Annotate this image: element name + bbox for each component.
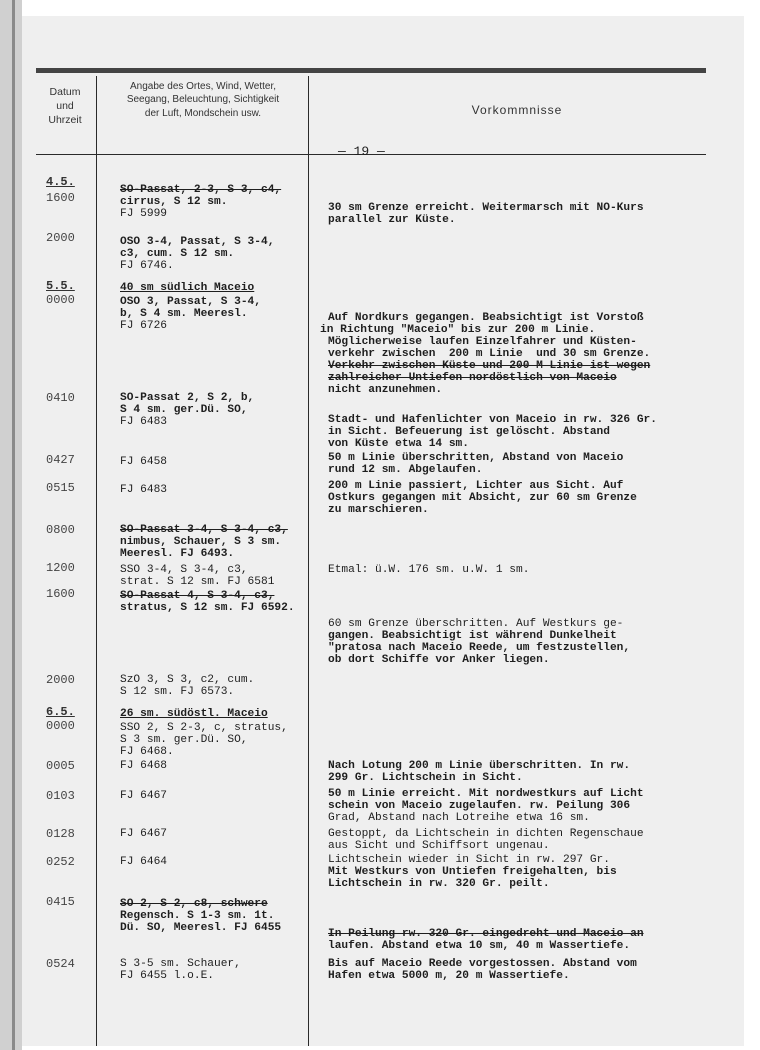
weather-line: OSO 3, Passat, S 3-4, [120, 296, 261, 308]
event-line: parallel zur Küste. [328, 214, 456, 226]
event-line: nicht anzunehmen. [328, 384, 443, 396]
weather-line: SzO 3, S 3, c2, cum. [120, 674, 255, 686]
entry-date: 5.5. [46, 279, 75, 293]
event-line: 50 m Linie überschritten, Abstand von Maceio [328, 452, 624, 464]
column-divider-1 [96, 76, 97, 1046]
entry-time: 0415 [46, 895, 75, 909]
entry-time: 1200 [46, 561, 75, 575]
weather-line: S 12 sm. FJ 6573. [120, 686, 235, 698]
weather-line: FJ 6458 [120, 456, 167, 468]
weather-line: FJ 6483 [120, 484, 167, 496]
entry-time: 0524 [46, 957, 75, 971]
weather-line: S 3-5 sm. Schauer, [120, 958, 241, 970]
weather-line: SSO 3-4, S 3-4, c3, [120, 564, 248, 576]
entry-date: 6.5. [46, 705, 75, 719]
event-line: Auf Nordkurs gegangen. Beabsichtigt ist Vorstoß [328, 312, 644, 324]
event-line: Verkehr zwischen Küste und 200 M Linie ist wegen [328, 360, 651, 372]
weather-line: SO 2, S 2, c8, schwere [120, 898, 268, 910]
weather-line: FJ 6467 [120, 790, 167, 802]
event-line: Möglicherweise laufen Einzelfahrer und Küsten- [328, 336, 637, 348]
weather-line: SO-Passat 2, S 2, b, [120, 392, 255, 404]
event-line: Stadt- und Hafenlichter von Maceio in rw. 326 Gr. [328, 414, 657, 426]
weather-line: FJ 6467 [120, 828, 167, 840]
header-top-rule [36, 68, 706, 73]
binding-line [12, 0, 15, 1050]
entry-time: 0128 [46, 827, 75, 841]
entry-time: 0005 [46, 759, 75, 773]
event-line: 60 sm Grenze überschritten. Auf Westkurs ge- [328, 618, 624, 630]
weather-line: FJ 6483 [120, 416, 167, 428]
weather-line: nimbus, Schauer, S 3 sm. [120, 536, 282, 548]
entry-time: 0000 [46, 719, 75, 733]
weather-line: FJ 6746. [120, 260, 174, 272]
event-line: In Peilung rw. 320 Gr. eingedreht und Maceio an [328, 928, 644, 940]
event-line: Ostkurs gegangen mit Absicht, zur 60 sm Grenze [328, 492, 637, 504]
event-line: laufen. Abstand etwa 10 sm, 40 m Wassertiefe. [328, 940, 631, 952]
weather-line: SSO 2, S 2-3, c, stratus, [120, 722, 288, 734]
event-line: Etmal: ü.W. 176 sm. u.W. 1 sm. [328, 564, 530, 576]
weather-line: c3, cum. S 12 sm. [120, 248, 235, 260]
weather-line: stratus, S 12 sm. FJ 6592. [120, 602, 295, 614]
page-binding-edge [0, 0, 22, 1050]
entry-time: 1600 [46, 587, 75, 601]
event-line: Bis auf Maceio Reede vorgestossen. Abstand vom [328, 958, 637, 970]
event-line: 299 Gr. Lichtschein in Sicht. [328, 772, 523, 784]
weather-line: cirrus, S 12 sm. [120, 196, 228, 208]
column-divider-2 [308, 76, 309, 1046]
weather-line: OSO 3-4, Passat, S 3-4, [120, 236, 275, 248]
event-line: verkehr zwischen 200 m Linie und 30 sm Grenze. [328, 348, 651, 360]
weather-line: FJ 6464 [120, 856, 167, 868]
event-line: 30 sm Grenze erreicht. Weitermarsch mit NO-Kurs [328, 202, 644, 214]
event-line: ob dort Schiffe vor Anker liegen. [328, 654, 550, 666]
location-line: 40 sm südlich Maceio [120, 282, 255, 294]
event-line: von Küste etwa 14 sm. [328, 438, 469, 450]
event-line: "pratosa nach Maceio Reede, um festzustellen, [328, 642, 631, 654]
event-line: in Sicht. Befeuerung ist gelöscht. Abstand [328, 426, 610, 438]
logbook-page [22, 16, 744, 1046]
weather-line: SO-Passat 4, S 3-4, c3, [120, 590, 275, 602]
weather-line: SO-Passat 3-4, S 3-4, c3, [120, 524, 288, 536]
event-line: rund 12 sm. Abgelaufen. [328, 464, 483, 476]
event-line: aus Sicht und Schiffsort ungenau. [328, 840, 550, 852]
weather-line: Dü. SO, Meeresl. FJ 6455 [120, 922, 282, 934]
event-line: zu marschieren. [328, 504, 429, 516]
event-line: Mit Westkurs von Untiefen freigehalten, bis [328, 866, 617, 878]
event-line: gangen. Beabsichtigt ist während Dunkelheit [328, 630, 617, 642]
weather-line: FJ 6468. [120, 746, 174, 758]
weather-line: SO-Passat, 2-3, S 3, c4, [120, 184, 282, 196]
weather-line: S 3 sm. ger.Dü. SO, [120, 734, 248, 746]
weather-line: FJ 6726 [120, 320, 167, 332]
location-line: 26 sm. südöstl. Maceio [120, 708, 268, 720]
weather-line: strat. S 12 sm. FJ 6581 [120, 576, 275, 588]
event-line: Gestoppt, da Lichtschein in dichten Regenschaue [328, 828, 644, 840]
entry-time: 1600 [46, 191, 75, 205]
event-line: zahlreicher Untiefen nordöstlich von Maceio [328, 372, 617, 384]
event-line: schein von Maceio zugelaufen. rw. Peilung 306 [328, 800, 631, 812]
event-line: Grad, Abstand nach Lotreihe etwa 16 sm. [328, 812, 590, 824]
entry-time: 0000 [46, 293, 75, 307]
event-line: 200 m Linie passiert, Lichter aus Sicht. Auf [328, 480, 624, 492]
weather-line: FJ 6468 [120, 760, 167, 772]
header-date-time: Datum und Uhrzeit [48, 86, 82, 126]
entry-time: 0103 [46, 789, 75, 803]
weather-line: FJ 6455 l.o.E. [120, 970, 214, 982]
event-line: in Richtung "Maceio" bis zur 200 m Linie. [320, 324, 596, 336]
entry-time: 0410 [46, 391, 75, 405]
entry-time: 0252 [46, 855, 75, 869]
event-line: 50 m Linie erreicht. Mit nordwestkurs auf Licht [328, 788, 644, 800]
header-location-weather: Angabe des Ortes, Wind, Wetter, Seegang, Beleuchtung, Sichtigkeit der Luft, Mondschein usw. [126, 81, 280, 119]
event-line: Hafen etwa 5000 m, 20 m Wassertiefe. [328, 970, 570, 982]
weather-line: FJ 5999 [120, 208, 167, 220]
event-line: Nach Lotung 200 m Linie überschritten. In rw. [328, 760, 631, 772]
event-line: Lichtschein in rw. 320 Gr. peilt. [328, 878, 550, 890]
entry-time: 0427 [46, 453, 75, 467]
entry-date: 4.5. [46, 175, 75, 189]
page-number: — 19 — [338, 144, 385, 159]
header-events: Vorkommnisse [471, 103, 563, 117]
weather-line: S 4 sm. ger.Dü. SO, [120, 404, 248, 416]
event-line: Lichtschein wieder in Sicht in rw. 297 Gr. [328, 854, 610, 866]
weather-line: b, S 4 sm. Meeresl. [120, 308, 248, 320]
weather-line: Meeresl. FJ 6493. [120, 548, 235, 560]
entry-time: 2000 [46, 231, 75, 245]
entry-time: 0800 [46, 523, 75, 537]
entry-time: 0515 [46, 481, 75, 495]
weather-line: Regensch. S 1-3 sm. 1t. [120, 910, 275, 922]
entry-time: 2000 [46, 673, 75, 687]
